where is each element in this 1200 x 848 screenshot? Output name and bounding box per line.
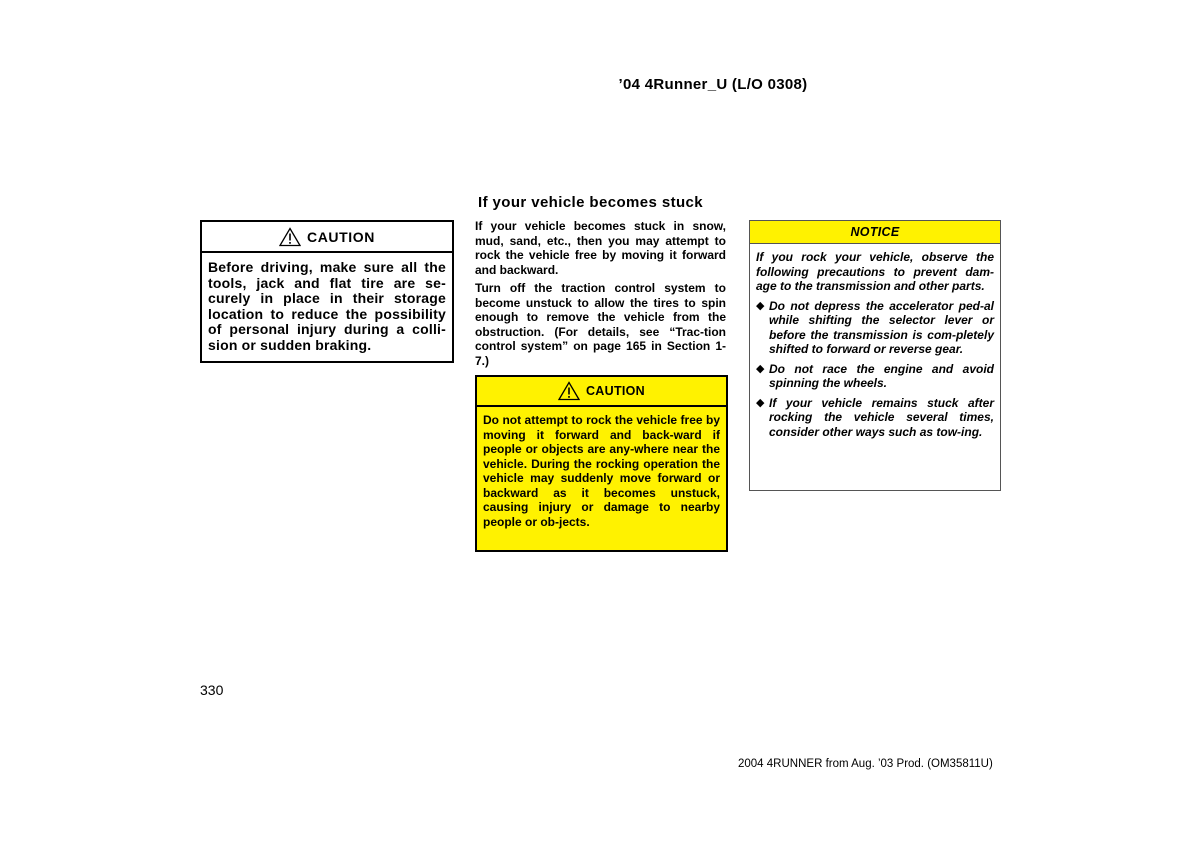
notice-list-item <box>756 396 994 440</box>
caution-box-center <box>475 375 728 552</box>
notice-list-item <box>756 362 994 391</box>
notice-list <box>756 299 994 440</box>
notice-box <box>749 220 1001 491</box>
warning-triangle-icon <box>279 227 301 247</box>
notice-item-text: Do not depress the accelerator ped-al while shifting the selector lever or before the transmission is com-pletely shifted to forward or reverse gear. <box>769 298 994 356</box>
caution-label: CAUTION <box>585 384 646 398</box>
caution-text: Before driving, make sure all the tools, jack and flat tire are se-curely in place in their storage location to reduce the possibility of personal injury during a colli-sion or sudden braking. <box>208 259 446 353</box>
notice-item-text: If your vehicle remains stuck after rocking the vehicle several times, consider other ways such as tow-ing. <box>769 395 994 439</box>
page-number: 330 <box>200 682 224 698</box>
caution-header <box>477 377 726 407</box>
body-paragraph-2: Turn off the traction control system to become unstuck to allow the tires to spin enough to remove the vehicle from the obstruction. (For details, see “Trac-tion control system” on page 165 in Section 1- 7.) <box>475 281 726 368</box>
document-header: ’04 4Runner_U (L/O 0308) <box>618 76 808 93</box>
section-title: If your vehicle becomes stuck <box>478 194 704 211</box>
diamond-bullet-icon: ◆ <box>756 299 765 312</box>
notice-list-item <box>756 299 994 357</box>
warning-triangle-icon <box>558 381 580 401</box>
caution-text: Do not attempt to rock the vehicle free by moving it forward and back-ward if people or objects are any-where near the vehicle. During the rocking operation the vehicle may suddenly move forward or backward as it becomes unstuck, causing injury or damage to nearby people or ob-jects. <box>483 413 720 529</box>
diamond-bullet-icon: ◆ <box>756 362 765 375</box>
diamond-bullet-icon: ◆ <box>756 396 765 409</box>
caution-label: CAUTION <box>307 228 375 245</box>
caution-box-left <box>200 220 454 363</box>
notice-intro: If you rock your vehicle, observe the following precautions to prevent dam-age to the transmission and other parts. <box>756 250 994 293</box>
body-paragraph-1: If your vehicle becomes stuck in snow, mud, sand, etc., then you may attempt to rock the vehicle free by moving it forward and backward. <box>475 219 726 277</box>
notice-item-text: Do not race the engine and avoid spinning the wheels. <box>769 361 994 390</box>
notice-body <box>750 244 1000 439</box>
notice-header: NOTICE <box>750 221 1000 244</box>
caution-header <box>202 222 452 253</box>
document-footer: 2004 4RUNNER from Aug. ’03 Prod. (OM35811U) <box>738 758 993 770</box>
